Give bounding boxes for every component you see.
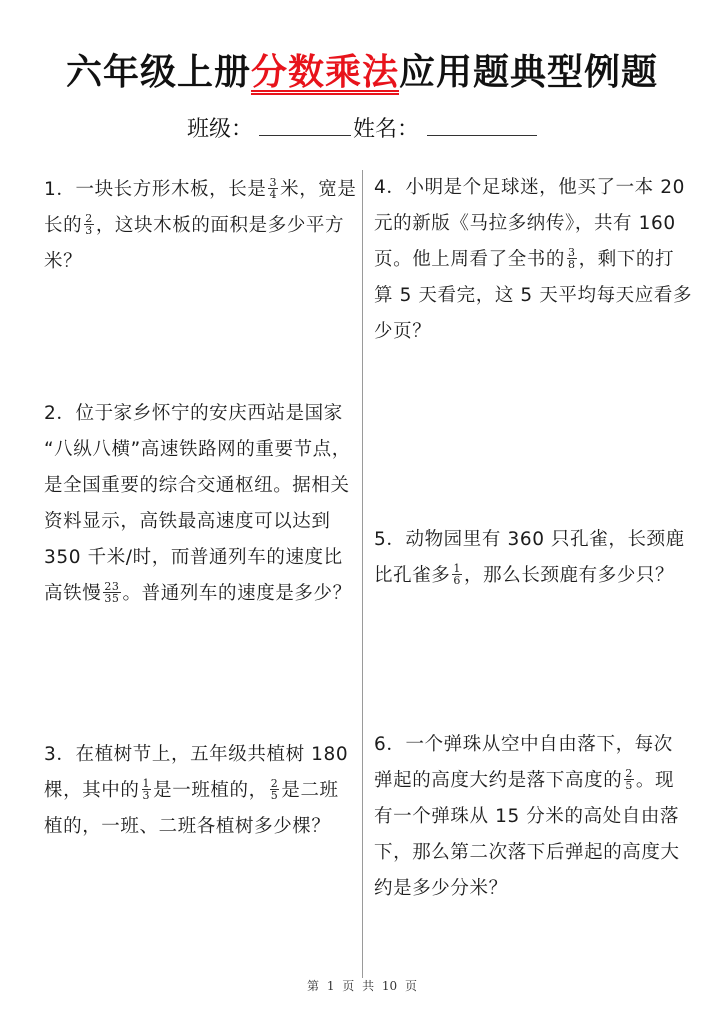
text: 米？ [44,251,83,272]
text: 算 5 天看完，这 5 天平均每天应看多 [374,285,693,306]
fraction [142,778,152,801]
text: ，这块木板的面积是多少平方 [95,215,345,236]
text: 2．位于家乡怀宁的安庆西站是国家 [44,403,343,424]
text: 弹起的高度大约是落下高度的 [374,770,623,791]
numerator: 23 [104,579,120,593]
denominator: 35 [104,591,120,605]
question-line [44,208,352,244]
question-line [44,244,352,280]
question-1 [44,172,357,280]
question-5 [374,522,692,594]
numerator: 3 [269,175,278,189]
text: 元的新版《马拉多纳传》，共有 160 [374,213,676,234]
name-blank [427,134,537,136]
text: 少页？ [374,321,432,342]
class-label: 班级： [186,117,253,142]
fraction [567,247,577,270]
question-line [374,727,692,763]
question-4 [374,170,692,350]
denominator: 6 [453,573,462,587]
question-line [44,773,352,809]
numerator: 2 [85,211,93,225]
question-line [374,763,692,799]
title-highlight: 分数乘法 [250,52,399,93]
page-title [0,44,724,95]
denominator: 8 [568,257,576,271]
text: 比孔雀多 [374,565,451,586]
fraction [624,768,634,791]
numerator: 2 [270,776,279,790]
question-line [44,432,352,468]
column-divider [362,170,363,978]
question-line [44,172,357,208]
question-line [374,206,692,242]
question-line [374,278,692,314]
question-line [374,170,692,206]
text: 是一班植的， [153,780,268,801]
text: 页。他上周看了全书的 [374,249,566,270]
question-line [44,504,352,540]
fraction [452,563,462,586]
text: 3．在植树节上，五年级共植树 180 [44,744,349,765]
question-line [374,522,692,558]
text: 有一个弹珠从 15 分米的高处自由落 [374,806,680,827]
text: 米，宽是 [280,179,357,200]
text: 棵，其中的 [44,780,140,801]
question-line [374,799,692,835]
class-blank [259,134,351,136]
denominator: 3 [142,788,151,802]
text: 约是多少分米？ [374,878,508,899]
question-2 [44,396,352,612]
question-line [374,242,692,278]
text: 5．动物园里有 360 只孔雀，长颈鹿 [374,529,685,550]
numerator: 1 [142,776,151,790]
text: 1．一块长方形木板，长是 [44,179,267,200]
fraction [268,177,278,200]
text: 。普通列车的速度是多少？ [122,583,352,604]
name-label: 姓名： [353,117,420,142]
student-info-line [0,112,724,143]
text: 植的，一班、二班各植树多少棵？ [44,816,331,837]
question-line [374,871,692,907]
question-line [44,737,352,773]
text: ，剩下的打 [578,249,675,270]
question-line [44,576,352,612]
fraction [84,213,94,236]
page-number-footer: 第 1 页 共 10 页 [307,979,417,993]
text: 长的 [44,215,83,236]
text: 350 千米/时，而普通列车的速度比 [44,547,343,568]
fraction [270,778,280,801]
title-prefix: 六年级上册 [65,52,251,93]
numerator: 3 [568,245,576,259]
text: 4．小明是个足球迷，他买了一本 20 [374,177,685,198]
denominator: 5 [270,788,279,802]
numerator: 1 [453,561,462,575]
question-3 [44,737,352,845]
question-line [44,396,352,432]
question-line [374,314,692,350]
question-line [44,540,352,576]
text: 资料显示，高铁最高速度可以达到 [44,511,331,532]
text: ，那么长颈鹿有多少只？ [464,565,675,586]
fraction [103,581,120,604]
text: 。现 [635,770,675,791]
text: 高铁慢 [44,583,102,604]
text: “八纵八横”高速铁路网的重要节点， [44,439,351,460]
text: 是二班 [281,780,339,801]
denominator: 5 [625,778,633,792]
text: 6．一个弹珠从空中自由落下，每次 [374,734,673,755]
denominator: 3 [85,223,93,237]
question-line [44,468,352,504]
question-6 [374,727,692,907]
denominator: 4 [269,187,278,201]
title-suffix: 应用题典型例题 [399,52,659,93]
question-line [374,835,692,871]
question-line [374,558,692,594]
text: 下，那么第二次落下后弹起的高度大 [374,842,680,863]
numerator: 2 [625,766,633,780]
text: 是全国重要的综合交通枢纽。据相关 [44,475,350,496]
question-line [44,809,352,845]
